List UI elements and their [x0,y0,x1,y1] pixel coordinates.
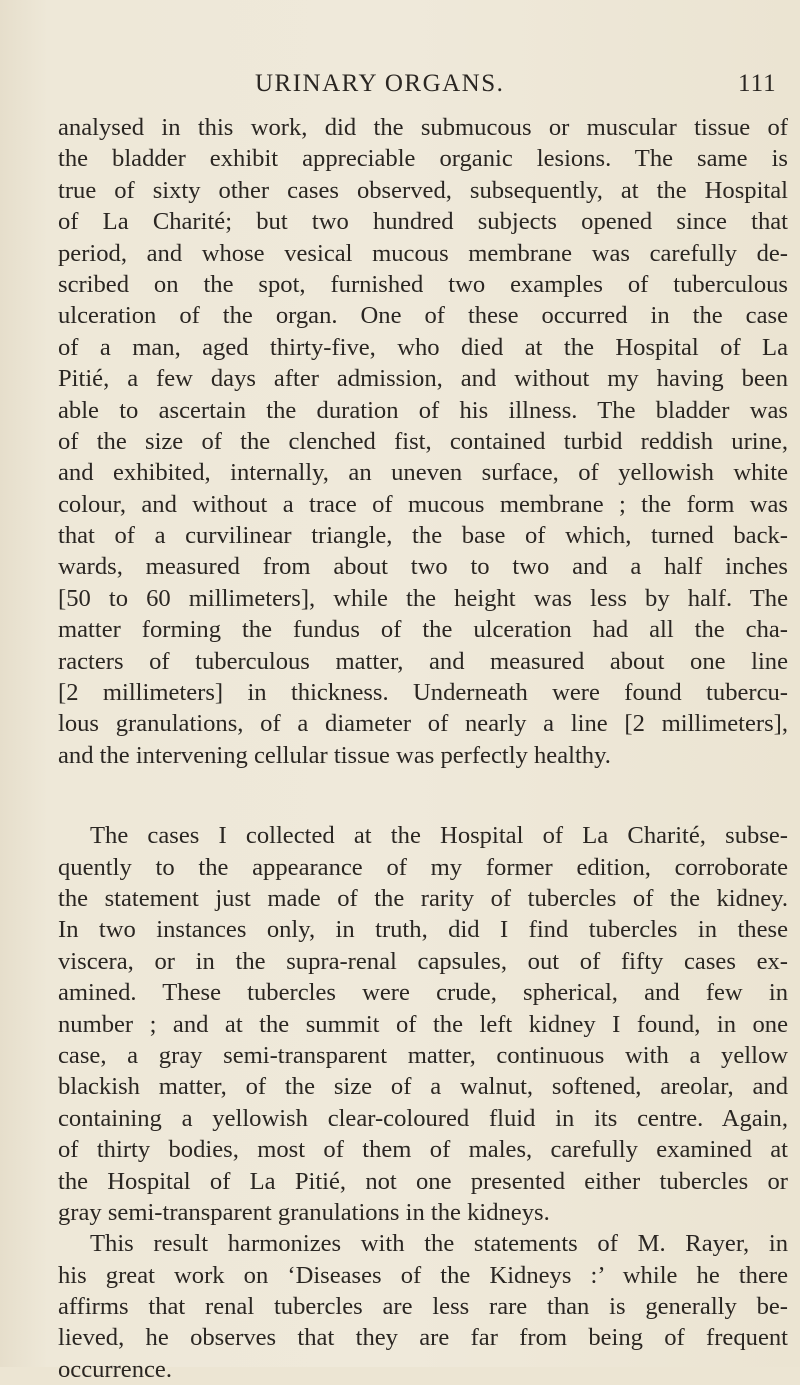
page-number: 111 [738,70,777,97]
body-text [58,112,788,1385]
running-title: URINARY ORGANS. [255,70,505,97]
paragraph-1 [58,112,788,771]
text-line: of thirty bodies, most of them of males, carefully examined at [58,1136,788,1164]
text-line: period, and whose vesical mucous membrane was carefully de- [58,239,788,267]
text-line: scribed on the spot, furnished two examples of tuberculous [58,270,788,298]
text-line: the bladder exhibit appreciable organic lesions. The same is [58,145,788,173]
paragraph-2 [58,820,788,1228]
text-line: [50 to 60 millimeters], while the height was less by half. The [58,584,788,612]
paragraph-3 [58,1228,788,1385]
text-line: number ; and at the summit of the left kidney I found, in one [58,1010,788,1038]
text-line: the statement just made of the rarity of tubercles of the kidney. [58,884,788,912]
text-line: and the intervening cellular tissue was perfectly healthy. [58,741,611,769]
text-line: In two instances only, in truth, did I find tubercles in these [58,916,788,944]
text-line: colour, and without a trace of mucous membrane ; the form was [58,490,788,518]
text-line: [2 millimeters] in thickness. Underneath were found tubercu- [58,679,788,707]
text-line: lous granulations, of a diameter of nearly a line [2 millimeters], [58,710,788,738]
running-head [255,70,795,104]
text-line: analysed in this work, did the submucous or muscular tissue of [58,114,788,141]
text-line: true of sixty other cases observed, subsequently, at the Hospital [58,176,788,204]
text-line: of La Charité; but two hundred subjects opened since that [58,208,788,236]
text-line: case, a gray semi-transparent matter, continuous with a yellow [58,1041,788,1069]
text-line: lieved, he observes that they are far from being of frequent [58,1324,788,1352]
text-line: containing a yellowish clear-coloured fluid in its centre. Again, [58,1104,788,1132]
text-line: Pitié, a few days after admission, and without my having been [58,365,788,393]
paragraph-gap [58,771,788,820]
text-line: This result harmonizes with the statements of M. Rayer, in [90,1230,788,1258]
text-line: of the size of the clenched fist, contained turbid reddish urine, [58,427,788,455]
text-line: racters of tuberculous matter, and measured about one line [58,647,788,675]
text-line: the Hospital of La Pitié, not one presented either tubercles or [58,1167,788,1195]
text-line: wards, measured from about two to two and a half inches [58,553,788,581]
text-line: that of a curvilinear triangle, the base of which, turned back- [58,522,788,550]
text-line: amined. These tubercles were crude, spherical, and few in [58,979,788,1007]
text-line: blackish matter, of the size of a walnut, softened, areolar, and [58,1073,788,1101]
text-line: The cases I collected at the Hospital of La Charité, subse- [90,822,788,850]
text-line: able to ascertain the duration of his illness. The bladder was [58,396,788,424]
text-line: ulceration of the organ. One of these occurred in the case [58,302,788,330]
text-line: matter forming the fundus of the ulceration had all the cha- [58,616,788,644]
text-line: and exhibited, internally, an uneven surface, of yellowish white [58,459,788,487]
text-line: viscera, or in the supra-renal capsules, out of fifty cases ex- [58,947,788,975]
text-line: affirms that renal tubercles are less rare than is generally be- [58,1293,788,1321]
text-line: occurrence. [58,1355,172,1383]
text-line: of a man, aged thirty-five, who died at the Hospital of La [58,333,788,361]
text-line: his great work on ‘Diseases of the Kidneys :’ while he there [58,1261,788,1289]
text-line: quently to the appearance of my former edition, corroborate [58,853,788,881]
text-line: gray semi-transparent granulations in the kidneys. [58,1198,550,1226]
